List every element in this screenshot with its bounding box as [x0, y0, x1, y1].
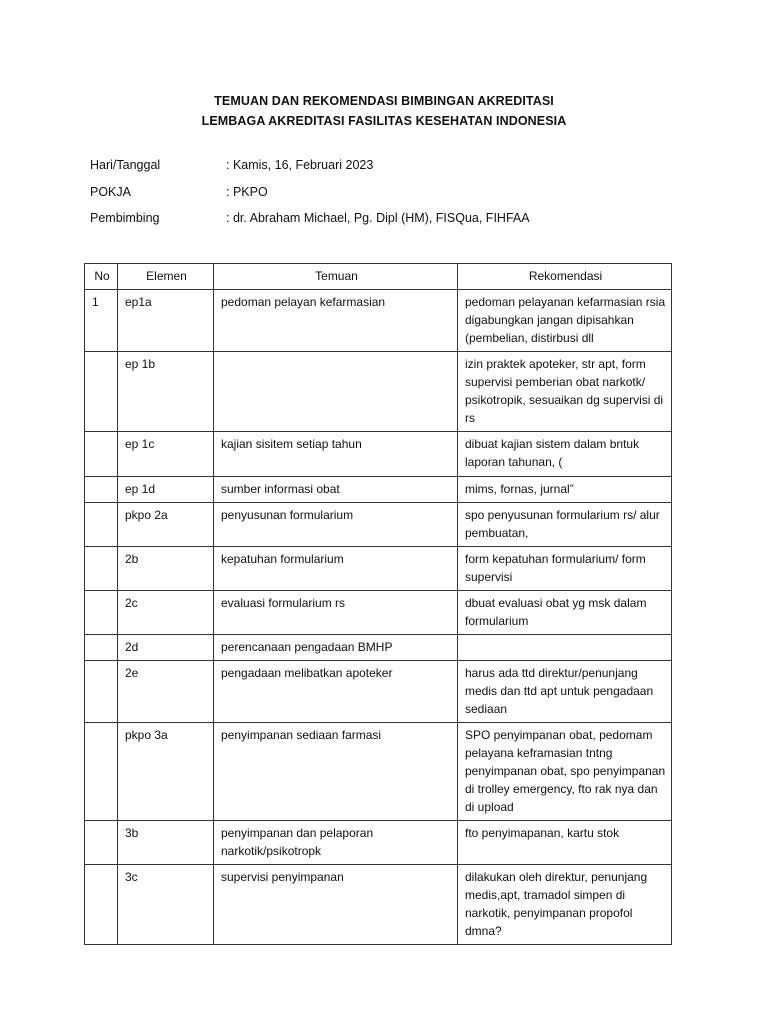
- meta-value-supervisor: : dr. Abraham Michael, Pg. Dipl (HM), FISQua, FIHFAA: [226, 211, 530, 225]
- cell-rekomendasi: SPO penyimpanan obat, pedomam pelayana keframasian tntng penyimpanan obat, spo penyimpanan di trolley emergency, fto rak nya dan di upload: [458, 723, 672, 821]
- cell-elemen: 2d: [118, 635, 214, 661]
- table-row: [85, 432, 672, 477]
- column-header-temuan: Temuan: [214, 264, 458, 290]
- cell-rekomendasi: mims, fornas, jurnal”: [458, 477, 672, 503]
- cell-temuan: penyimpanan sediaan farmasi: [214, 723, 458, 821]
- cell-no: [85, 352, 118, 432]
- table-row: [85, 821, 672, 865]
- cell-no: [85, 477, 118, 503]
- cell-elemen: ep 1b: [118, 352, 214, 432]
- column-header-no: No: [85, 264, 118, 290]
- cell-temuan: penyimpanan dan pelaporan narkotik/psikotropk: [214, 821, 458, 865]
- cell-rekomendasi: [458, 635, 672, 661]
- cell-temuan: sumber informasi obat: [214, 477, 458, 503]
- cell-rekomendasi: dilakukan oleh direktur, penunjang medis,apt, tramadol simpen di narkotik, penyimpanan propofol dmna?: [458, 865, 672, 945]
- cell-no: [85, 661, 118, 723]
- cell-no: [85, 547, 118, 591]
- document-title-line2: LEMBAGA AKREDITASI FASILITAS KESEHATAN INDONESIA: [201, 114, 567, 128]
- document-title-line1: TEMUAN DAN REKOMENDASI BIMBINGAN AKREDITASI: [214, 94, 554, 108]
- cell-no: [85, 635, 118, 661]
- cell-elemen: 2c: [118, 591, 214, 635]
- cell-no: [85, 865, 118, 945]
- cell-elemen: 2e: [118, 661, 214, 723]
- table-row: [85, 547, 672, 591]
- cell-no: [85, 503, 118, 547]
- cell-rekomendasi: izin praktek apoteker, str apt, form supervisi pemberian obat narkotk/ psikotropik, sesuaikan dg supervisi di rs: [458, 352, 672, 432]
- meta-label-date: Hari/Tanggal: [90, 158, 161, 172]
- cell-rekomendasi: form kepatuhan formularium/ form supervisi: [458, 547, 672, 591]
- cell-temuan: pedoman pelayan kefarmasian: [214, 290, 458, 352]
- cell-rekomendasi: pedoman pelayanan kefarmasian rsia digabungkan jangan dipisahkan (pembelian, distirbusi dll: [458, 290, 672, 352]
- table-row: [85, 635, 672, 661]
- table-row: [85, 477, 672, 503]
- cell-rekomendasi: spo penyusunan formularium rs/ alur pembuatan,: [458, 503, 672, 547]
- meta-value-pokja: : PKPO: [226, 185, 268, 199]
- table-row: [85, 865, 672, 945]
- meta-label-pokja: POKJA: [90, 185, 131, 199]
- cell-temuan: supervisi penyimpanan: [214, 865, 458, 945]
- table-row: [85, 290, 672, 352]
- cell-no: [85, 723, 118, 821]
- cell-no: [85, 591, 118, 635]
- table-row: [85, 503, 672, 547]
- cell-temuan: penyusunan formularium: [214, 503, 458, 547]
- meta-value-date: : Kamis, 16, Februari 2023: [226, 158, 374, 172]
- cell-elemen: 2b: [118, 547, 214, 591]
- cell-rekomendasi: fto penyimapanan, kartu stok: [458, 821, 672, 865]
- table-row: [85, 723, 672, 821]
- cell-temuan: [214, 352, 458, 432]
- cell-elemen: pkpo 3a: [118, 723, 214, 821]
- cell-temuan: kajian sisitem setiap tahun: [214, 432, 458, 477]
- column-header-rekomendasi: Rekomendasi: [458, 264, 672, 290]
- cell-elemen: 3b: [118, 821, 214, 865]
- column-header-elemen: Elemen: [118, 264, 214, 290]
- cell-temuan: evaluasi formularium rs: [214, 591, 458, 635]
- cell-no: [85, 821, 118, 865]
- cell-elemen: ep 1d: [118, 477, 214, 503]
- table-row: [85, 661, 672, 723]
- table-header-row: [85, 264, 672, 290]
- table-row: [85, 352, 672, 432]
- cell-elemen: ep1a: [118, 290, 214, 352]
- cell-rekomendasi: dibuat kajian sistem dalam bntuk laporan tahunan, (: [458, 432, 672, 477]
- cell-no: 1: [85, 290, 118, 352]
- cell-no: [85, 432, 118, 477]
- cell-elemen: pkpo 2a: [118, 503, 214, 547]
- findings-table: [84, 263, 672, 945]
- cell-rekomendasi: harus ada ttd direktur/penunjang medis dan ttd apt untuk pengadaan sediaan: [458, 661, 672, 723]
- table-body: [85, 290, 672, 945]
- cell-rekomendasi: dbuat evaluasi obat yg msk dalam formularium: [458, 591, 672, 635]
- cell-temuan: perencanaan pengadaan BMHP: [214, 635, 458, 661]
- cell-elemen: 3c: [118, 865, 214, 945]
- table-row: [85, 591, 672, 635]
- cell-elemen: ep 1c: [118, 432, 214, 477]
- meta-label-supervisor: Pembimbing: [90, 211, 160, 225]
- cell-temuan: pengadaan melibatkan apoteker: [214, 661, 458, 723]
- cell-temuan: kepatuhan formularium: [214, 547, 458, 591]
